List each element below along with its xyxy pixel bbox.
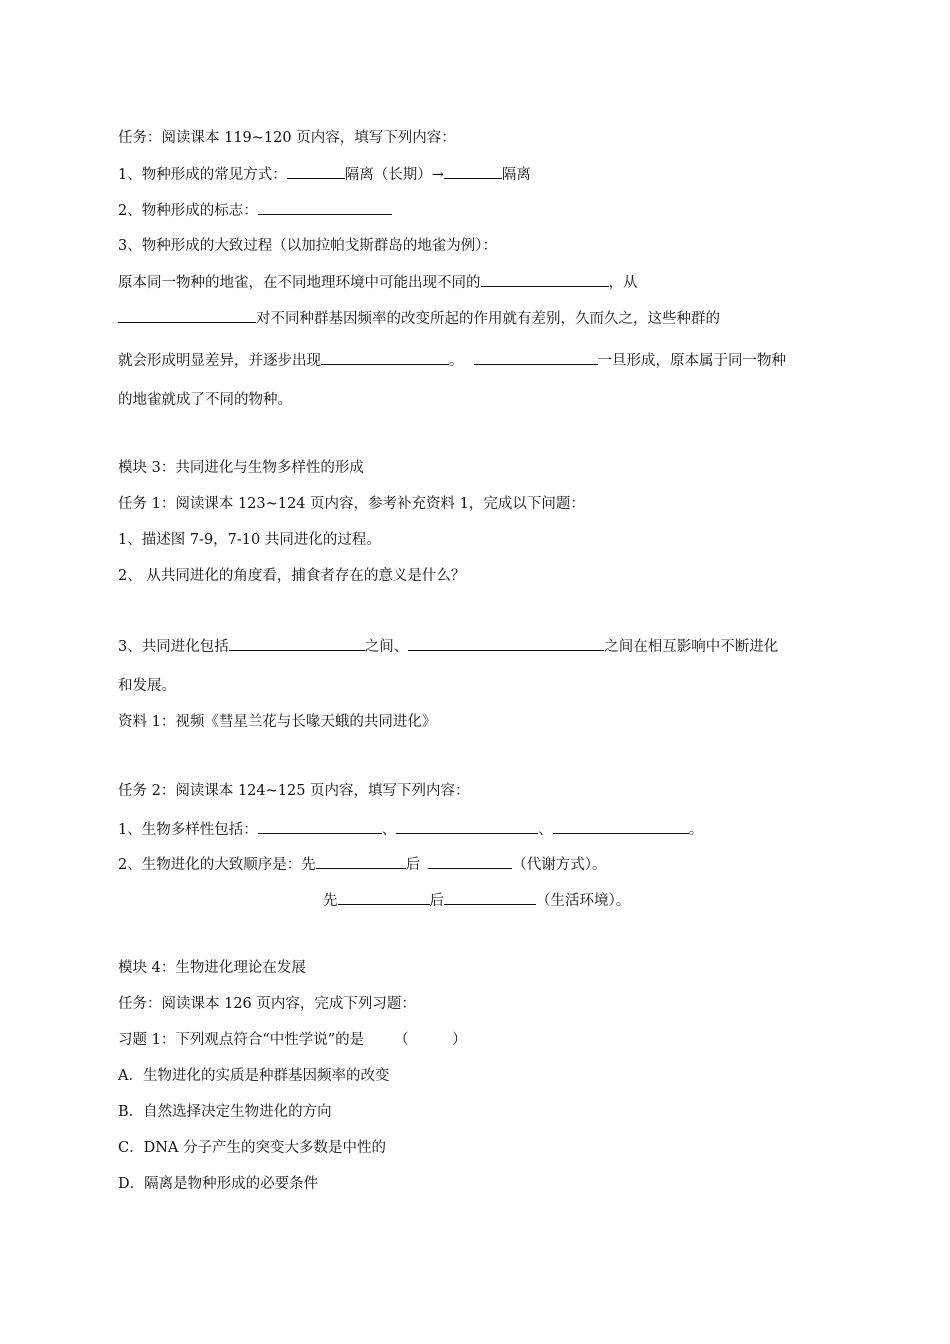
option-a[interactable]: A．生物进化的实质是种群基因频率的改变	[118, 1068, 390, 1084]
question-1	[118, 163, 531, 185]
answer-blank[interactable]	[481, 271, 609, 287]
paragraph-line-1	[118, 271, 638, 293]
q2-prefix: 2、物种形成的标志：	[118, 203, 258, 219]
module-4-title: 模块 4：生物进化理论在发展	[118, 960, 306, 976]
text: 后	[405, 857, 421, 873]
answer-paren[interactable]: （ ）	[394, 1032, 467, 1048]
text: 2、生物进化的大致顺序是：先	[118, 857, 316, 873]
module-3-task-1: 任务 1：阅读课本 123~124 页内容，参考补充资料 1，完成以下问题：	[118, 496, 585, 512]
text: 之间在相互影响中不断进化	[604, 639, 779, 655]
q1-suffix: 隔离	[501, 167, 531, 183]
text: 。	[688, 822, 704, 838]
text: 1、生物多样性包括：	[118, 822, 258, 838]
answer-blank[interactable]	[474, 349, 598, 365]
module-4-task: 任务：阅读课本 126 页内容，完成下列习题：	[118, 996, 416, 1012]
option-b[interactable]: B．自然选择决定生物进化的方向	[118, 1104, 332, 1120]
answer-blank[interactable]	[444, 889, 536, 905]
text: ，从	[608, 275, 638, 291]
answer-blank[interactable]	[287, 163, 345, 179]
text: 一旦形成，原本属于同一物种	[597, 353, 786, 369]
answer-blank[interactable]	[396, 818, 538, 834]
q1-mid: 隔离（长期）→	[344, 167, 444, 183]
answer-blank[interactable]	[553, 818, 689, 834]
text: 对不同种群基因频率的改变所起的作用就有差别，久而久之，这些种群的	[256, 311, 720, 327]
text: 、	[381, 822, 397, 838]
q1-prefix: 1、物种形成的常见方式：	[118, 167, 287, 183]
text: 3、共同进化包括	[118, 639, 229, 655]
answer-blank[interactable]	[321, 349, 449, 365]
module-3-question-3	[118, 635, 778, 657]
text: 先	[323, 893, 338, 909]
task-2-question-1	[118, 818, 703, 840]
task-heading: 任务：阅读课本 119~120 页内容，填写下列内容：	[118, 130, 456, 146]
exercise-1	[118, 1030, 467, 1050]
text: 。	[449, 353, 464, 369]
module-3-question-2: 2、 从共同进化的角度看，捕食者存在的意义是什么？	[118, 568, 466, 584]
option-d[interactable]: D．隔离是物种形成的必要条件	[118, 1176, 319, 1192]
module-3-question-3-end: 和发展。	[118, 678, 176, 694]
text: （生活环境）。	[536, 893, 631, 909]
module-3-title: 模块 3：共同进化与生物多样性的形成	[118, 460, 364, 476]
answer-blank[interactable]	[258, 199, 392, 215]
option-c[interactable]: C．DNA 分子产生的突变大多数是中性的	[118, 1140, 386, 1156]
paragraph-line-4: 的地雀就成了不同的物种。	[118, 392, 292, 408]
text: 就会形成明显差异，并逐步出现	[118, 353, 321, 369]
material-1: 资料 1：视频《彗星兰花与长喙天蛾的共同进化》	[118, 714, 437, 730]
text: 原本同一物种的地雀，在不同地理环境中可能出现不同的	[118, 275, 481, 291]
answer-blank[interactable]	[118, 307, 256, 323]
text: 习题 1：下列观点符合“中性学说”的是	[118, 1032, 365, 1048]
task-2-question-2	[118, 853, 606, 875]
task-2-question-2-line-2	[323, 889, 630, 911]
answer-blank[interactable]	[229, 635, 365, 651]
answer-blank[interactable]	[444, 163, 502, 179]
question-2	[118, 199, 392, 221]
text: 后	[429, 893, 444, 909]
text: 、	[538, 822, 553, 838]
module-3-task-2: 任务 2：阅读课本 124~125 页内容，填写下列内容：	[118, 783, 470, 799]
answer-blank[interactable]	[258, 818, 382, 834]
answer-blank[interactable]	[338, 889, 430, 905]
paragraph-line-2	[118, 307, 720, 329]
answer-blank[interactable]	[316, 853, 406, 869]
text: 之间、	[364, 639, 409, 655]
paragraph-line-3	[118, 349, 786, 371]
answer-blank[interactable]	[428, 853, 512, 869]
module-3-question-1: 1、描述图 7-9，7-10 共同进化的过程。	[118, 532, 381, 548]
answer-blank[interactable]	[408, 635, 604, 651]
text: （代谢方式）。	[512, 857, 607, 873]
question-3-heading: 3、物种形成的大致过程（以加拉帕戈斯群岛的地雀为例）：	[118, 238, 497, 254]
